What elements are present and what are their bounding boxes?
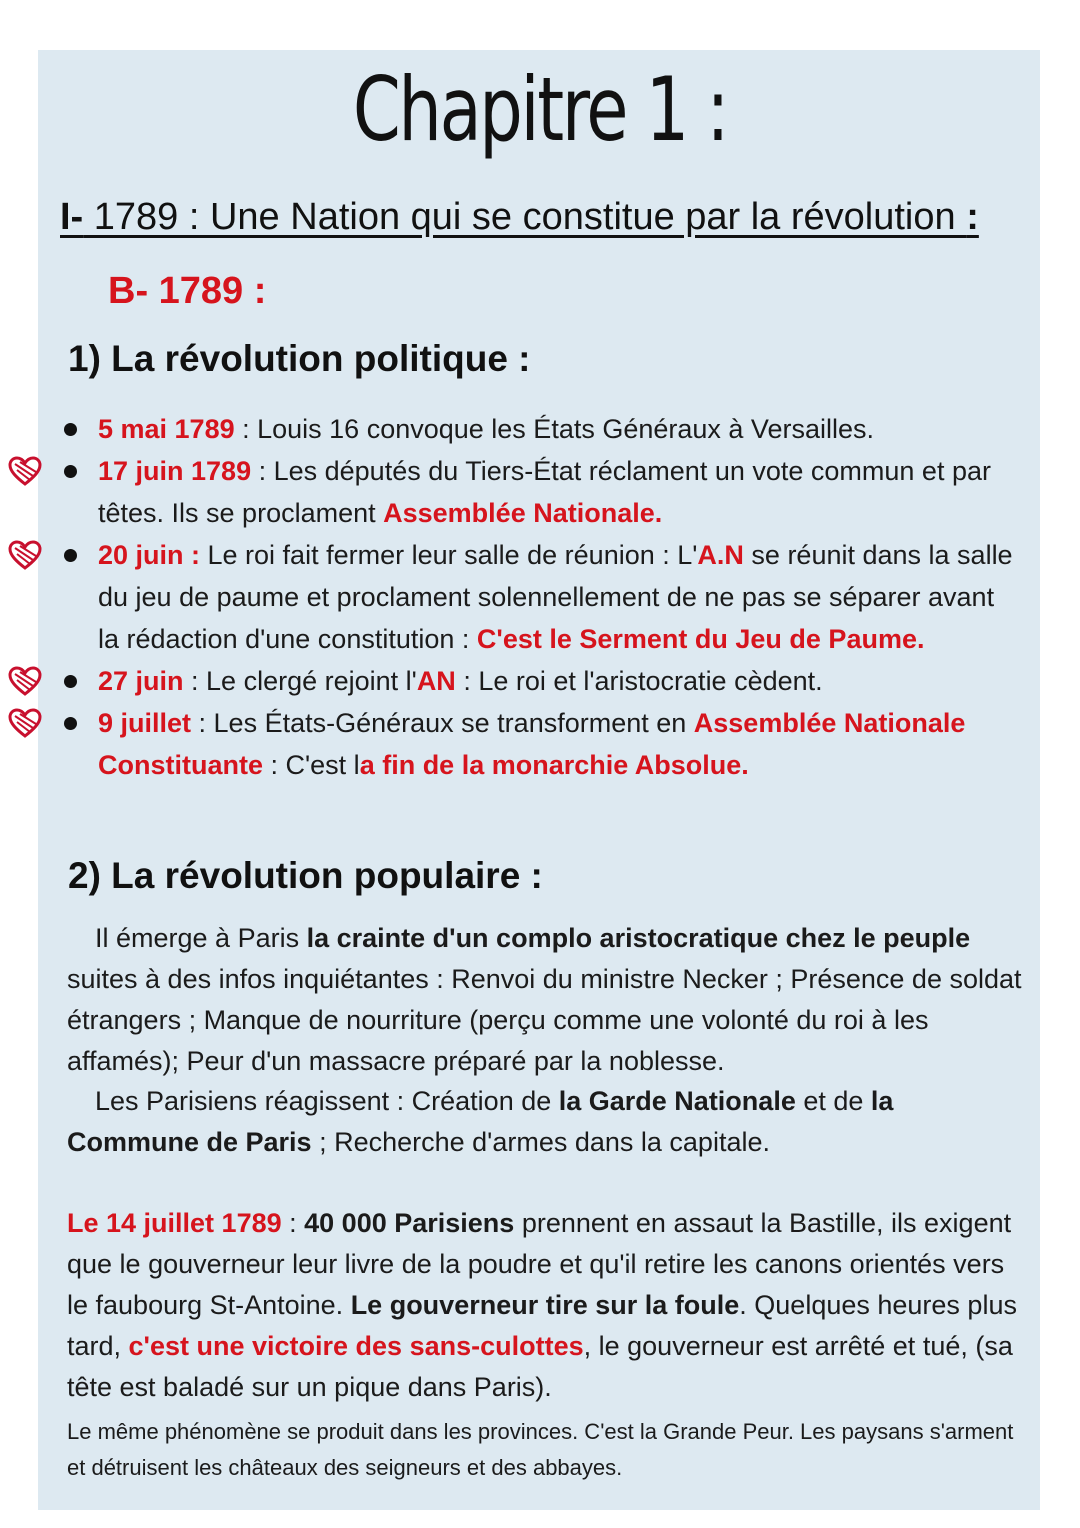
paragraph-fear: [67, 918, 1032, 1082]
para-highlight: c'est une victoire des sans-culottes: [128, 1331, 584, 1361]
section-heading: [60, 196, 979, 239]
bullet-icon: [64, 717, 77, 730]
event-highlight: a fin de la monarchie Absolue.: [359, 750, 749, 780]
heart-icon: [8, 540, 42, 570]
event-highlight: C'est le Serment du Jeu de Paume.: [476, 624, 925, 654]
heart-icon: [8, 666, 42, 696]
bullet-icon: [64, 675, 77, 688]
event-text: : C'est l: [263, 750, 360, 780]
event-date: 5 mai 1789: [98, 414, 235, 444]
bullet-icon: [64, 465, 77, 478]
event-item: [60, 408, 1020, 450]
para-date: Le 14 juillet 1789: [67, 1208, 282, 1238]
para-bold: Le gouverneur tire sur la foule: [350, 1290, 740, 1320]
para-text: ; Recherche d'armes dans la capitale.: [311, 1127, 770, 1157]
paragraph-grande-peur: Le même phénomène se produit dans les provinces. C'est la Grande Peur. Les paysans s'arment et détruisent les châteaux des seigneurs et des abbayes.: [67, 1419, 1014, 1480]
event-item: [60, 534, 1020, 660]
part2-heading: 2) La révolution populaire :: [68, 855, 543, 896]
para-text: prennent en assaut la Bastille, ils exigent que le gouverneur leur livre de la poudre et qu'il retire les canons orientés vers le faubourg St-Antoine.: [67, 1208, 1012, 1320]
paragraph-reaction: [67, 1081, 1032, 1163]
bullet-icon: [64, 423, 77, 436]
event-highlight: A.N: [697, 540, 744, 570]
para-bold: la crainte d'un complo aristocratique chez le peuple: [306, 923, 971, 953]
section-prefix: I-: [60, 196, 84, 238]
para-text: Il émerge à Paris: [95, 923, 307, 953]
event-text: Le roi fait fermer leur salle de réunion : L': [200, 540, 698, 570]
para-text: . Quelques heures plus tard,: [67, 1290, 1017, 1361]
para-text: et de: [795, 1086, 871, 1116]
event-list: [60, 408, 1020, 786]
para-bold: la Commune de Paris: [67, 1086, 894, 1157]
event-item: [60, 660, 1020, 702]
event-item: [60, 450, 1020, 534]
event-text: : Les États-Généraux se transforment en: [191, 708, 694, 738]
para-text: , le gouverneur est arrêté et tué, (sa tête est baladé sur un pique dans Paris).: [67, 1331, 1013, 1402]
bullet-icon: [64, 549, 77, 562]
subsection-heading: B- 1789 :: [108, 270, 267, 312]
event-highlight: Assemblée Nationale Constituante: [98, 708, 966, 780]
event-highlight: Assemblée Nationale.: [383, 498, 663, 528]
event-date: 20 juin :: [98, 540, 201, 570]
event-item: [60, 702, 1020, 786]
event-text: se réunit dans la salle du jeu de paume et proclament solennellement de ne pas se séparer avant la rédaction d'une constitution :: [98, 540, 1013, 654]
para-text: Les Parisiens réagissent : Création de: [95, 1086, 559, 1116]
page-title: Chapitre 1 :: [352, 58, 728, 161]
event-date: 17 juin 1789: [98, 456, 252, 486]
part1-heading: 1) La révolution politique :: [68, 338, 531, 379]
heart-icon: [8, 456, 42, 486]
event-text: : Le clergé rejoint l': [183, 666, 417, 696]
event-date: 9 juillet: [98, 708, 192, 738]
heart-icon: [8, 708, 42, 738]
event-text: : Louis 16 convoque les États Généraux à Versailles.: [234, 414, 874, 444]
event-text: : Le roi et l'aristocratie cèdent.: [455, 666, 823, 696]
section-colon: :: [966, 196, 979, 238]
event-text: : Les députés du Tiers-État réclament un vote commun et par têtes. Ils se proclament: [98, 456, 991, 528]
para-text: :: [281, 1208, 305, 1238]
para-text: suites à des infos inquiétantes : Renvoi du ministre Necker ; Présence de soldat étrangers ; Manque de nourriture (perçu comme une volonté du roi à les affamés); Peur d'un massacre préparé par la noblesse.: [67, 964, 1022, 1076]
para-bold: 40 000 Parisiens: [304, 1208, 515, 1238]
event-date: 27 juin: [98, 666, 184, 696]
section-text: 1789 : Une Nation qui se constitue par la révolution: [83, 196, 967, 238]
para-bold: la Garde Nationale: [558, 1086, 796, 1116]
paragraph-bastille: [67, 1203, 1032, 1408]
event-highlight: AN: [416, 666, 456, 696]
